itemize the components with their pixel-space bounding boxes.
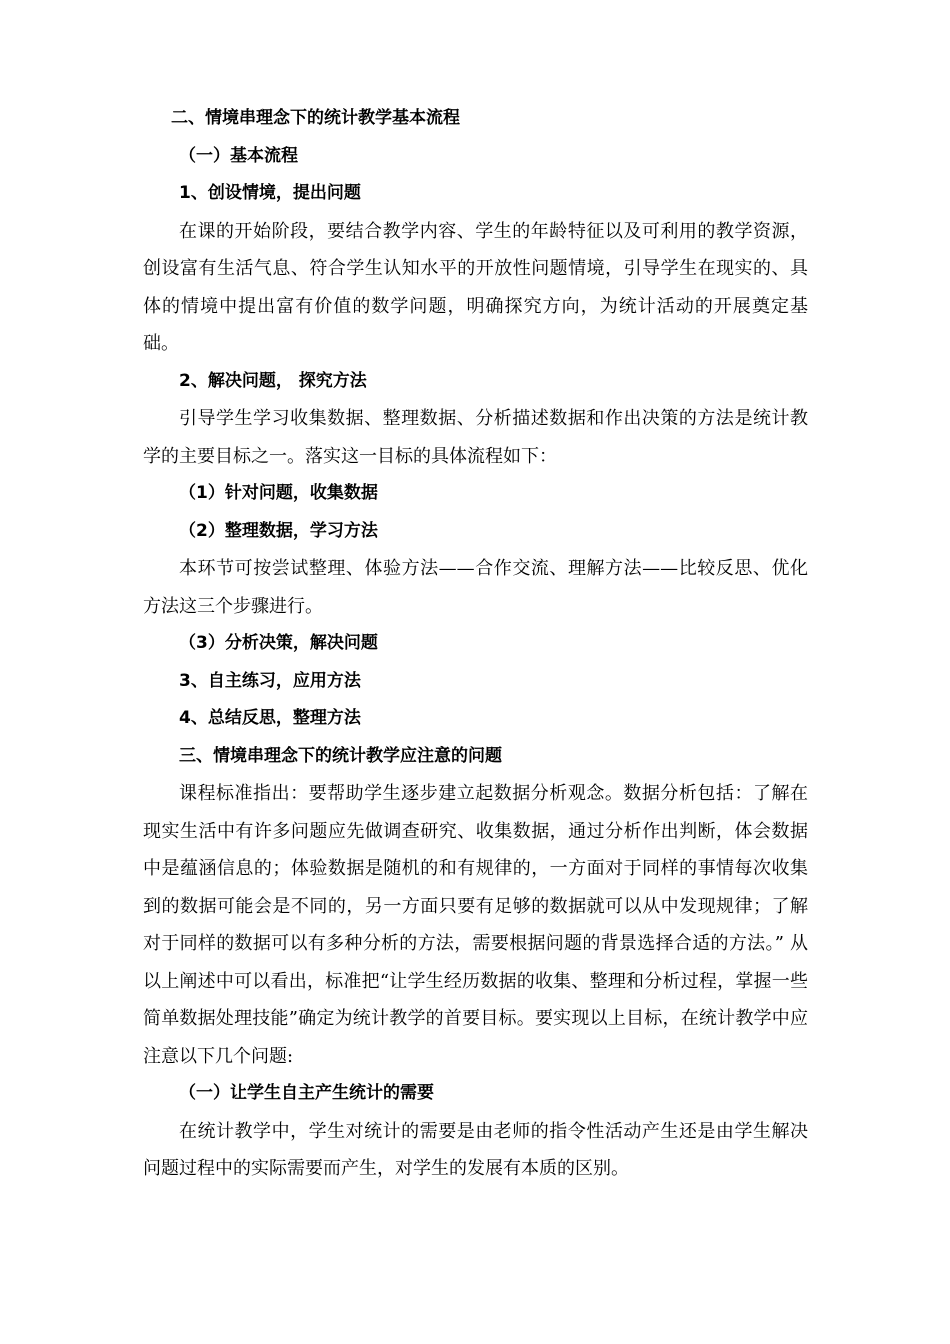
paragraph-step-2: 引导学生学习收集数据、整理数据、分析描述数据和作出决策的方法是统计教学的主要目标之一。落实这一目标的具体流程如下：	[143, 408, 808, 467]
paragraph-sub-step-2: 本环节可按尝试整理、体验方法——合作交流、理解方法——比较反思、优化方法这三个步骤进行。	[143, 558, 808, 617]
section-heading-3: 三、情境串理念下的统计教学应注意的问题	[179, 745, 502, 766]
sub-step-heading-2: （2）整理数据，学习方法	[179, 520, 378, 541]
subsection-heading-need: （一）让学生自主产生统计的需要	[179, 1083, 434, 1103]
sub-step-heading-1: （1）针对问题，收集数据	[179, 483, 378, 503]
subsection-heading-basic-flow: （一）基本流程	[179, 145, 298, 166]
step-heading-1: 1、创设情境，提出问题	[179, 183, 361, 203]
sub-step-heading-3: （3）分析决策，解决问题	[179, 633, 378, 653]
paragraph-step-1: 在课的开始阶段，要结合教学内容、学生的年龄特征以及可利用的教学资源，创设富有生活气息、符合学生认知水平的开放性问题情境，引导学生在现实的、具体的情境中提出富有价值的数学问题，明确探究方向，为统计活动的开展奠定基础。	[143, 220, 808, 354]
section-heading-2: 二、情境串理念下的统计教学基本流程	[171, 108, 460, 128]
step-heading-4: 4、总结反思，整理方法	[179, 708, 361, 728]
paragraph-need: 在统计教学中，学生对统计的需要是由老师的指令性活动产生还是由学生解决问题过程中的实际需要而产生，对学生的发展有本质的区别。	[143, 1120, 808, 1179]
paragraph-section-3: 课程标准指出：要帮助学生逐步建立起数据分析观念。数据分析包括：了解在现实生活中有许多问题应先做调查研究、收集数据，通过分析作出判断，体会数据中是蕴涵信息的；体验数据是随机的和有规律的，一方面对于同样的事情每次收集到的数据可能会是不同的，另一方面只要有足够的数据就可以从中发现规律；了解对于同样的数据可以有多种分析的方法，需要根据问题的背景选择合适的方法。” 从以上阐述中可以看出，标准把“让学生经历数据的收集、整理和分析过程，掌握一些简单数据处理技能”确定为统计教学的首要目标。要实现以上目标，在统计教学中应注意以下几个问题:	[143, 783, 808, 1067]
step-heading-2: 2、解决问题， 探究方法	[179, 370, 367, 391]
step-heading-3: 3、自主练习，应用方法	[179, 670, 361, 691]
document-body	[143, 100, 808, 1188]
